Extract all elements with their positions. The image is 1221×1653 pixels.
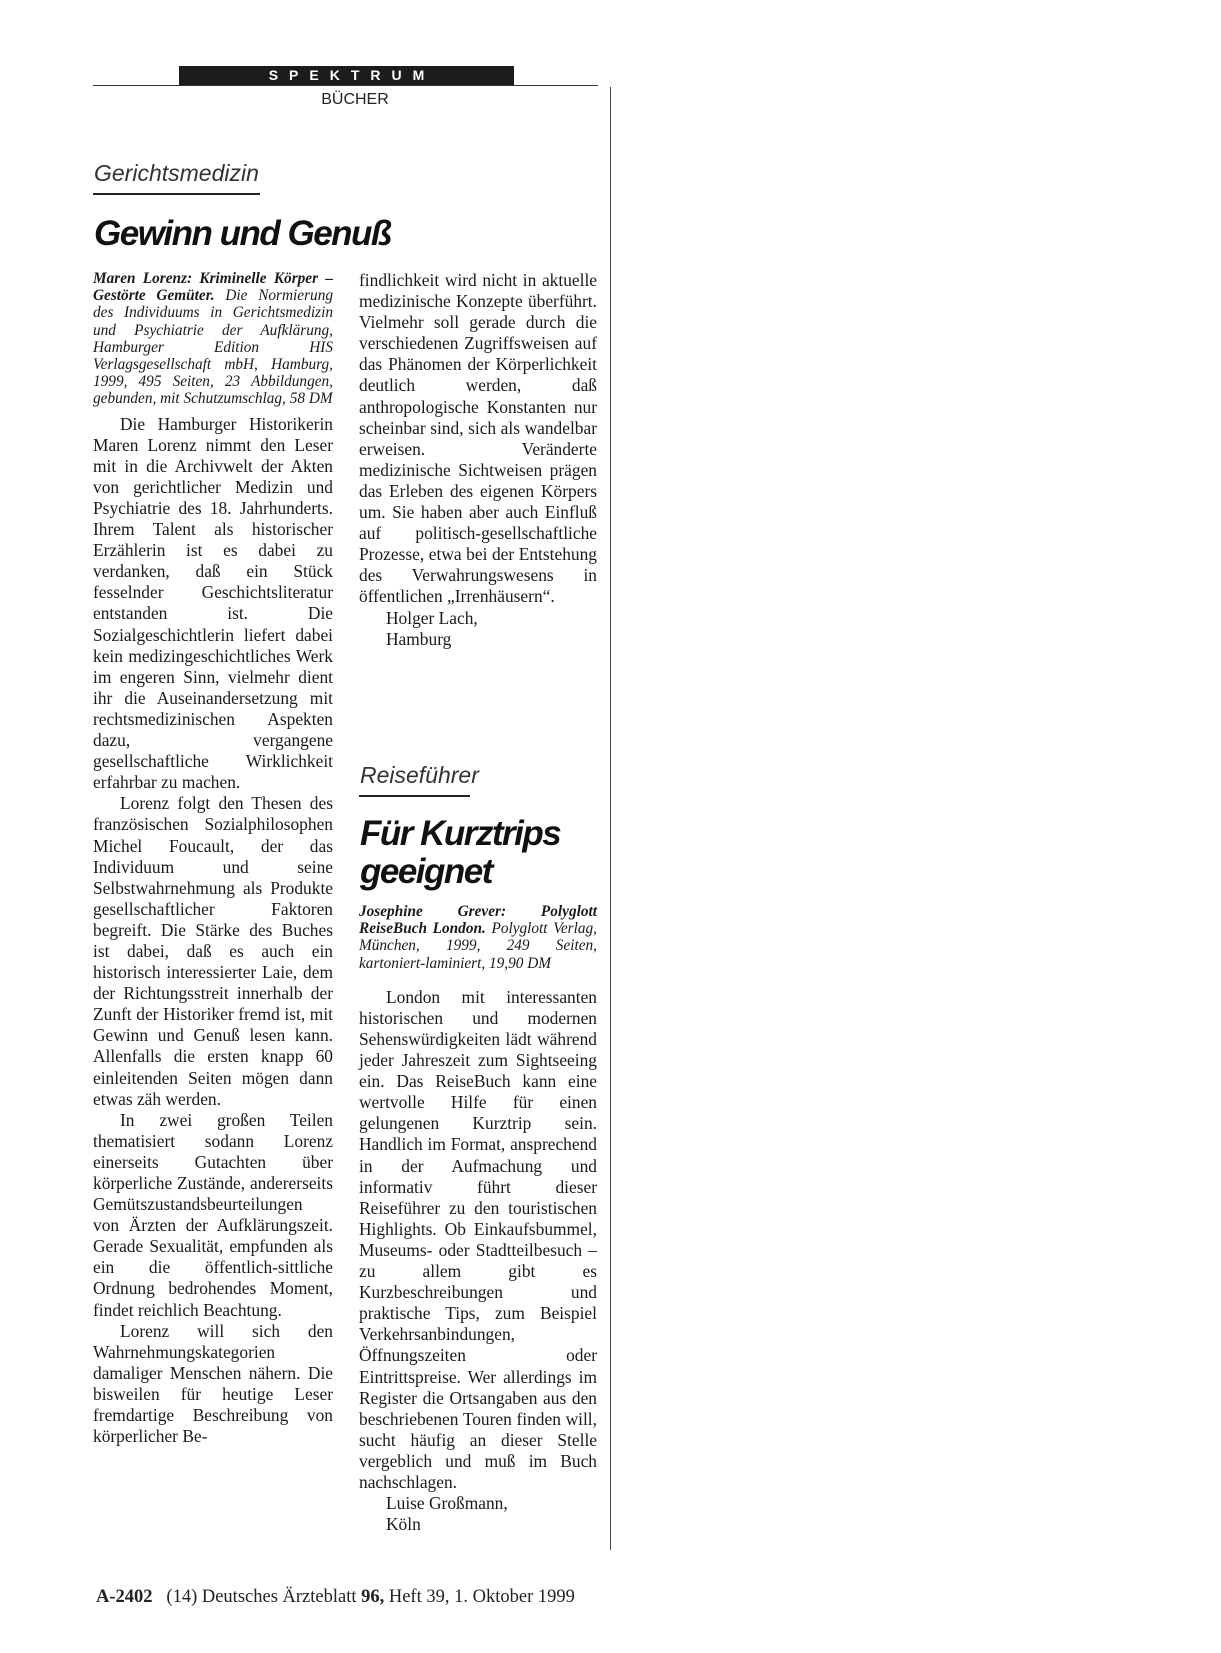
page-number: (14): [166, 1587, 198, 1607]
journal-name: Deutsches Ärzteblatt: [201, 1587, 357, 1607]
article2-title-line2: geeignet: [360, 852, 492, 891]
article2-author: Luise Großmann,: [386, 1493, 508, 1514]
page-code: A-2402: [96, 1587, 153, 1607]
article1-bibliography: [93, 270, 333, 408]
article1-title: Gewinn und Genuß: [94, 214, 391, 253]
section-band: [179, 66, 514, 85]
article1-kicker-rule: [93, 193, 260, 195]
article1-column-right: [359, 270, 597, 650]
article1-column-left: [93, 270, 333, 1447]
article2-author-city: Köln: [386, 1514, 421, 1535]
article1-continuation: findlichkeit wird nicht in aktuelle medizinische Konzepte überführt. Vielmehr soll gerade durch die verschiedenen Zugriffsweisen auf das Phänomen der Körperlichkeit deutlich werden, daß anthropologische Konstanten nur scheinbar sind, sich als wandelbar erweisen. Veränderte medizinische Sichtweisen prägen das Erleben des eigenen Körpers um. Sie haben aber auch Einfluß auf politisch-gesellschaftliche Prozesse, etwa bei der Entstehung des Verwahrungswesens in öffentlichen „Irrenhäusern“.: [359, 270, 597, 607]
article2-biblio-title: Josephine Grever: Polyglott ReiseBuch London.: [359, 903, 597, 938]
article1-biblio-title: Maren Lorenz: Kriminelle Körper – Gestörte Gemüter.: [93, 270, 333, 305]
article1-author: Holger Lach,: [386, 607, 478, 628]
page-footer: [96, 1587, 575, 1608]
article2-kicker-rule: [359, 795, 470, 797]
journal-volume: 96,: [361, 1587, 385, 1607]
section-title: SPEKTRUM: [268, 67, 436, 83]
article1-paragraph: Die Hamburger Historikerin Maren Lorenz nimmt den Leser mit in die Archivwelt der Akten von gerichtlicher Medizin und Psychiatrie des 18. Jahrhunderts. Ihrem Talent als historischer Erzählerin ist es dabei zu verdanken, daß ein Stück fesselnder Geschichtsliteratur entstanden ist. Die Sozialgeschichtlerin liefert dabei kein medizingeschichtliches Werk im engeren Sinn, vielmehr dient ihr die Auseinandersetzung mit rechtsmedizinischen Aspekten dazu, vergangene gesellschaftliche Wirklichkeit erfahrbar zu machen.: [93, 413, 333, 793]
article1-paragraph: In zwei großen Teilen thematisiert sodann Lorenz einerseits Gutachten über körperliche Zustände, andererseits Gemütszustandsbeurteilungen von Ärzten der Aufklärungszeit. Gerade Sexualität, empfunden als ein die öffentlich-sittliche Ordnung bedrohendes Moment, findet reichlich Beachtung.: [93, 1109, 333, 1320]
section-subhead: BÜCHER: [321, 91, 389, 108]
article1-author-city: Hamburg: [386, 628, 452, 649]
column-divider: [610, 87, 611, 1550]
header-rule: [93, 85, 598, 86]
article2-bibliography: [359, 903, 597, 972]
article1-paragraph: Lorenz folgt den Thesen des französischen Sozialphilosophen Michel Foucault, der das Individuum und seine Selbstwahrnehmung als Produkte gesellschaftlicher Faktoren begreift. Die Stärke des Buches ist dabei, daß es auch ein historisch interessierter Laie, dem der Richtungsstreit innerhalb der Zunft der Historiker fremd ist, mit Gewinn und Genuß lesen kann. Allenfalls die ersten knapp 60 einleitenden Seiten mögen dann etwas zäh werden.: [93, 793, 333, 1109]
article2-paragraph: London mit interessanten historischen und modernen Sehenswürdigkeiten lädt während jeder Jahreszeit zum Sightseeing ein. Das ReiseBuch kann eine wertvolle Hilfe für einen gelungenen Kurztrip sein. Handlich im Format, ansprechend in der Aufmachung und informativ führt dieser Reiseführer zu den touristischen Highlights. Ob Einkaufsbummel, Museums- oder Stadtteilbesuch – zu allem gibt es Kurzbeschreibungen und praktische Tips, zum Beispiel Verkehrsanbindungen, Öffnungszeiten oder Eintrittspreise. Wer allerdings im Register die Ortsangaben aus den beschriebenen Touren finden will, sucht häufig an dieser Stelle vergeblich und muß im Buch nachschlagen.: [359, 986, 597, 1492]
article1-paragraph: Lorenz will sich den Wahrnehmungskategorien damaliger Menschen nähern. Die bisweilen für heutige Leser fremdartige Beschreibung von körperlicher Be-: [93, 1320, 333, 1447]
article2-kicker: Reiseführer: [360, 762, 479, 788]
journal-issue: Heft 39, 1. Oktober 1999: [388, 1587, 575, 1607]
article1-biblio-details: Die Normierung des Individuums in Gerichtsmedizin und Psychiatrie der Aufklärung, Hamburger Edition HIS Verlagsgesellschaft mbH, Hamburg, 1999, 495 Seiten, 23 Abbildungen, gebunden, mit Schutzumschlag, 58 DM: [93, 287, 333, 408]
article1-kicker: Gerichtsmedizin: [94, 160, 259, 186]
article2-column: [359, 903, 597, 1535]
article2-biblio-details: Polyglott Verlag, München, 1999, 249 Seiten, kartoniert-laminiert, 19,90 DM: [359, 920, 597, 972]
article2-title-line1: Für Kurztrips: [360, 814, 561, 853]
